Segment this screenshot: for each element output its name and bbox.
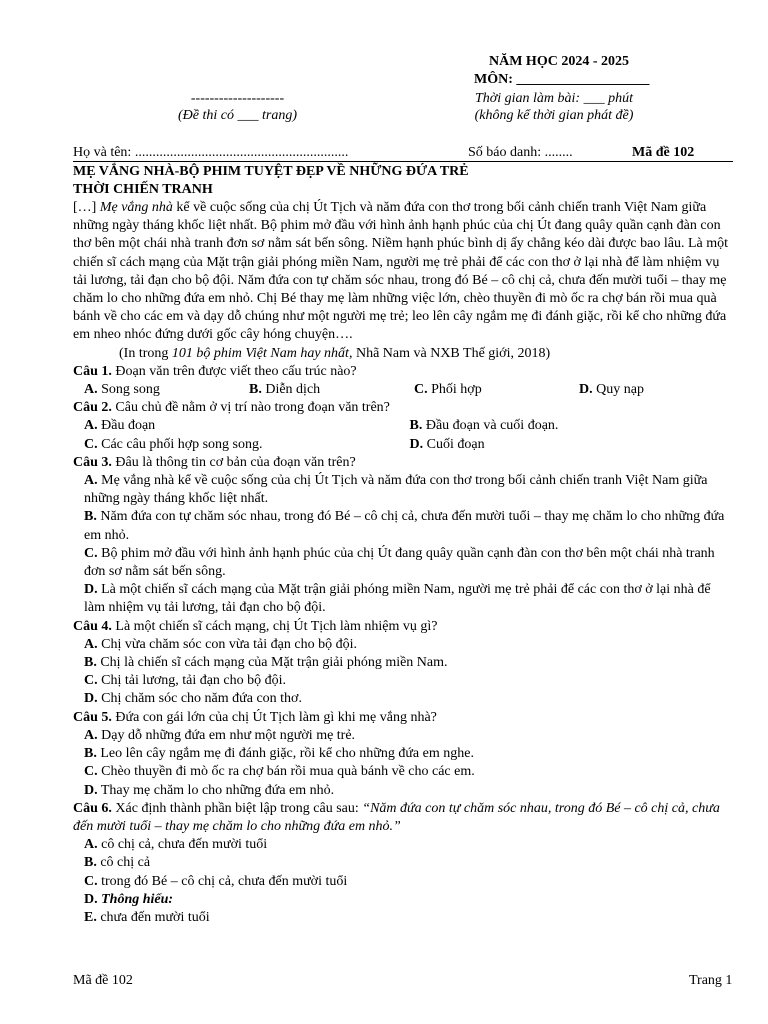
- option-a[interactable]: A. Dạy dỗ những đứa em như một người mẹ trẻ.: [84, 727, 356, 743]
- option-b[interactable]: B. Diễn dịch: [249, 382, 321, 398]
- question-2-options-row-2: [73, 436, 735, 454]
- film-name: Mẹ vắng nhà: [99, 200, 173, 215]
- time-note: (không kể thời gian phát đề): [474, 108, 634, 123]
- passage-title-line-1: MẸ VẮNG NHÀ-BỘ PHIM TUYỆT ĐẸP VỀ NHỮNG ĐỨA TRẺ: [73, 164, 469, 179]
- option-d[interactable]: D. Thay mẹ chăm lo cho những đứa em nhỏ.: [84, 782, 335, 798]
- exam-content: [73, 163, 735, 927]
- header-dashes: --------------------: [190, 91, 285, 106]
- subject-label: MÔN:: [474, 72, 513, 87]
- school-year: NĂM HỌC 2024 - 2025: [489, 54, 629, 69]
- option-d[interactable]: D. Thông hiểu:: [84, 891, 174, 907]
- option-d[interactable]: D. Cuối đoạn: [409, 436, 485, 452]
- option-a[interactable]: A. cô chị cả, chưa đến mười tuổi: [84, 837, 268, 853]
- option-c[interactable]: C. Phối hợp: [414, 382, 482, 398]
- option-a[interactable]: A. Đầu đoạn: [84, 418, 156, 434]
- option-c[interactable]: C. Các câu phối hợp song song.: [84, 436, 263, 452]
- exam-time: Thời gian làm bài: ___ phút: [475, 91, 633, 106]
- passage-open: […]: [73, 200, 97, 215]
- option-b[interactable]: B. Chị là chiến sĩ cách mạng của Mặt trận giải phóng miền Nam.: [84, 655, 448, 671]
- question-2: Câu 2. Câu chủ đề nằm ở vị trí nào trong đoạn văn trên?: [73, 400, 390, 416]
- question-6-quote: “Năm đứa con tự chăm sóc nhau, trong đó Bé – cô chị cả, chưa đến mười tuổi – thay mẹ chăm lo cho những đứa em nhỏ.”: [73, 800, 720, 834]
- option-a[interactable]: A. Song song: [84, 382, 160, 398]
- passage-title-line-2: THỜI CHIẾN TRANH: [73, 182, 213, 197]
- option-d[interactable]: D. Là một chiến sĩ cách mạng của Mặt trận giải phóng miền Nam, người mẹ trẻ phải để các con thơ ở lại nhà để làm nhiệm vụ tải lương, tải đạn cho bộ đội.: [84, 582, 711, 616]
- passage-body: [73, 199, 735, 345]
- student-name: Họ và tên: .............................................................: [73, 145, 349, 160]
- option-e[interactable]: E. chưa đến mười tuổi: [84, 909, 210, 925]
- footer-page-number: Trang 1: [689, 973, 733, 988]
- passage-source: (In trong 101 bộ phim Việt Nam hay nhất, Nhã Nam và NXB Thế giới, 2018): [119, 345, 551, 361]
- question-6: Câu 6. Xác định thành phần biệt lập trong câu sau: “Năm đứa con tự chăm sóc nhau, trong đó Bé – cô chị cả, chưa đến mười tuổi – thay mẹ chăm lo cho những đứa em nhỏ.”: [73, 800, 720, 834]
- question-2-options-row-1: [73, 417, 735, 435]
- option-a[interactable]: A. Mẹ vắng nhà kể về cuộc sống của chị Út Tịch và năm đứa con thơ trong bối cảnh chiến tranh Việt Nam giữa những ngày tháng khốc liệt nhất.: [84, 473, 708, 507]
- question-5: Câu 5. Đứa con gái lớn của chị Út Tịch làm gì khi mẹ vắng nhà?: [73, 709, 437, 725]
- header-rule: [73, 161, 733, 162]
- option-b[interactable]: B. Leo lên cây ngắm mẹ đi đánh giặc, rồi kể cho những đứa em nghe.: [84, 746, 474, 762]
- subject-line: [474, 71, 649, 89]
- footer-exam-code: Mã đề 102: [73, 973, 133, 988]
- passage-text: kể về cuộc sống của chị Út Tịch và năm đứa con thơ trong bối cảnh chiến tranh Việt Nam giữa những ngày tháng khốc liệt nhất. Bộ phim mở đầu với hình ảnh hạnh phúc của chị Út đang quây quần cạnh đàn con thơ bên một chái nhà tranh đơn sơ nằm sát bến sông. Niềm hạnh phúc bình dị ấy chẳng kéo dài được bao lâu. Là một chiến sĩ cách mạng của Mặt trận giải phóng miền Nam, người mẹ trẻ phải để các con thơ ở lại nhà để làm nhiệm vụ tải lương, tải đạn cho bộ đội. Năm đứa con tự chăm sóc nhau, trong đó Bé – cô chị cả, chưa đến mười tuổi – thay mẹ chăm lo cho những đứa em nhỏ. Chị Bé thay mẹ làm những việc lớn, chèo thuyền đi mò ốc ra chợ bán rồi mua quà bánh về cho các em và dạy dỗ chúng như một người mẹ trẻ; leo lên cây ngắm mẹ đi đánh giặc, rồi kể cho những đứa em nheo nhóc đứng dưới gốc cây hóng chuyện….: [73, 200, 728, 343]
- option-c[interactable]: C. trong đó Bé – cô chị cả, chưa đến mười tuổi: [84, 873, 348, 889]
- student-id: Số báo danh: ........: [468, 145, 573, 160]
- option-c[interactable]: C. Bộ phim mở đầu với hình ảnh hạnh phúc của chị Út đang quây quần cạnh đàn con thơ bên một chái nhà tranh đơn sơ nằm sát bến sông.: [84, 545, 715, 580]
- option-a[interactable]: A. Chị vừa chăm sóc con vừa tải đạn cho bộ đội.: [84, 636, 357, 652]
- pages-note: (Đề thi có ___ trang): [178, 108, 297, 123]
- exam-code: Mã đề 102: [632, 145, 695, 160]
- option-d[interactable]: D. Chị chăm sóc cho năm đứa con thơ.: [84, 691, 302, 707]
- question-4: Câu 4. Là một chiến sĩ cách mạng, chị Út Tịch làm nhiệm vụ gì?: [73, 618, 438, 634]
- option-d[interactable]: D. Quy nạp: [579, 382, 644, 398]
- option-b[interactable]: B. Đầu đoạn và cuối đoạn.: [409, 418, 559, 434]
- option-c[interactable]: C. Chị tải lương, tải đạn cho bộ đội.: [84, 673, 287, 689]
- subject-blank: ___________________: [516, 72, 650, 87]
- question-1: Câu 1. Đoạn văn trên được viết theo cấu trúc nào?: [73, 363, 357, 379]
- option-b[interactable]: B. cô chị cả: [84, 855, 151, 871]
- question-3: Câu 3. Đâu là thông tin cơ bản của đoạn văn trên?: [73, 454, 356, 470]
- option-c[interactable]: C. Chèo thuyền đi mò ốc ra chợ bán rồi mua quà bánh về cho các em.: [84, 764, 475, 780]
- question-1-options: [73, 381, 735, 399]
- option-b[interactable]: B. Năm đứa con tự chăm sóc nhau, trong đó Bé – cô chị cả, chưa đến mười tuổi – thay mẹ chăm lo cho những đứa em nhỏ.: [84, 509, 725, 543]
- source-book: 101 bộ phim Việt Nam hay nhất: [171, 345, 349, 361]
